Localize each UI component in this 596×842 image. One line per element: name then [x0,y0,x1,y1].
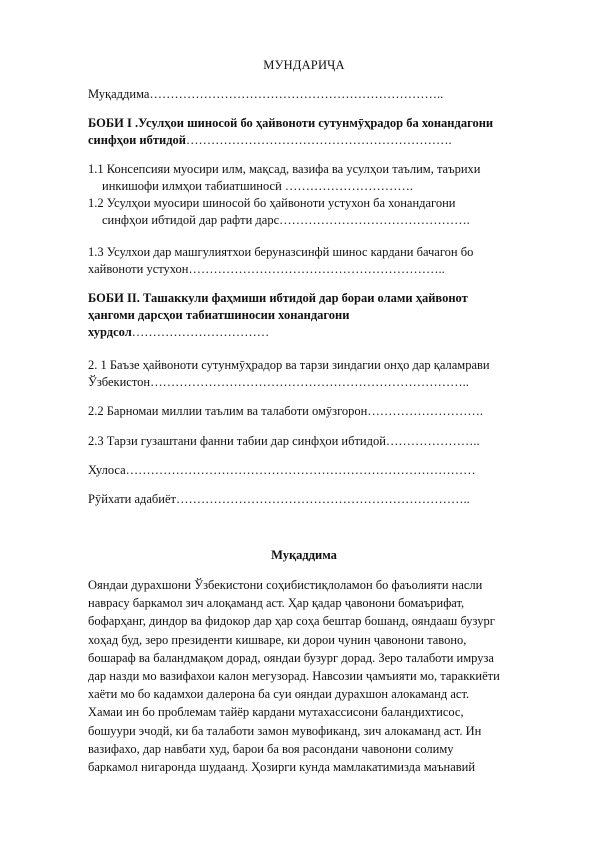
toc-1-1-line-1: 1.1 Консепсияи муосири илм, мақсад, вазифа ва усулҳои таълим, таърихи [88,162,481,176]
toc-entry-references[interactable]: Рӯйхати адабиёт…………………………………………………………….. [88,492,470,506]
toc-chapter-2-line-1: БОБИ II. Ташаккули фаҳмиши ибтидой дар бораи олами ҳайвонот [88,291,468,305]
body-line: хоҳад буд, зеро президенти кишваре, ки дорои чунин ҷавонони тавоно, [88,632,467,647]
body-line: Ояндаи дурахшони Ўзбекистони соҳибистиқлоламон бо фаъолияти насли [88,578,483,592]
toc-entry-2-2[interactable]: 2.2 Барномаи миллии таълим ва талаботи омӯзгорон………………………. [88,404,483,418]
toc-2-1-line-1: 2. 1 Баъзе ҳайвоноти сутунмӯҳрадор ва тарзи зиндагии онҳо дар қаламрави [88,358,490,372]
toc-1-3-line-2: хайвоноти устухон…………………………………………………….. [88,262,445,276]
body-line: бофарҳанг, диндор ва фидокор дар ҳар соҳа бештар бошанд, ояндааш бузург [88,614,495,629]
toc-chapter-2-dots: …………………………… [131,325,270,339]
toc-entry-intro[interactable]: Муқаддима…………………………………………………………….. [88,87,444,101]
body-line: вазифахо, дар навбати худ, барои ба воя расондани чавонони солиму [88,741,454,756]
toc-1-2-line-1: 1.2 Усулҳои муосири шиносой бо ҳайвоноти устухон ба хонандагони [88,196,456,210]
toc-1-3-line-1: 1.3 Усулхои дар машгулиятхои беруназсинфй шинос кардани бачагон бо [88,245,474,259]
toc-1-2-line-2: синфҳои ибтидой дар рафти дарс………………………………………. [102,213,470,227]
toc-chapter-2-line-2: ҳангоми дарсҳои табиатшиносии хонандагони [88,308,350,322]
toc-chapter-1-bold-text: синфҳои ибтидой [88,133,186,147]
toc-chapter-2-bold-text: хурдсол [88,325,132,339]
toc-chapter-1-dots: ………………………………………………………. [186,133,452,147]
section-heading: Муқаддима [271,548,337,562]
body-line: бошараф ва баландмақом дорад, ояндаи бузург дорад. Зеро талаботи имруза [88,650,494,665]
toc-entry-2-3[interactable]: 2.3 Тарзи гузаштани фанни табии дар синфҳои ибтидой………………….. [88,434,480,448]
section-body-text [88,576,528,776]
toc-chapter-1-line-1: БОБИ I .Усулҳои шиносой бо ҳайвоноти сутунмӯҳрадор ба хонандагони [88,116,494,130]
toc-entry-conclusion[interactable]: Хулоса………………………………………………………………………… [88,463,476,477]
toc-2-1-line-2: Ўзбекистон………………………………………………………………….. [88,375,469,389]
body-line: дар назди мо вазифахои калон мегузорад. Навсозии ҷамъияти мо, тараккиёти [88,669,500,684]
body-line: бошуури эчодй, ки ба талаботи замон мувофиканд, зич алокаманд аст. Ин [88,723,482,738]
toc-title: МУНДАРИҶА [263,58,345,72]
body-line: наврасу баркамол зич алоқаманд аст. Ҳар қадар ҷавонони бомаърифат, [88,596,465,611]
body-line: хаёти мо бо кадамхои далерона ба суи ояндаи дурахшон алокаманд аст. [88,687,470,702]
body-line: Хамаи ин бо проблемам тайёр кардани мутахассисони баландихтисос, [88,705,464,720]
toc-1-1-line-2: инкишофи илмҳои табиатшиносӣ …………………………. [102,179,414,193]
toc-chapter-2-line-3 [88,324,528,341]
body-line: баркамол нигаронда шудаанд. Ҳозирги кунда мамлакатимизда маънавий [88,760,476,775]
toc-chapter-1-line-2 [88,132,528,149]
